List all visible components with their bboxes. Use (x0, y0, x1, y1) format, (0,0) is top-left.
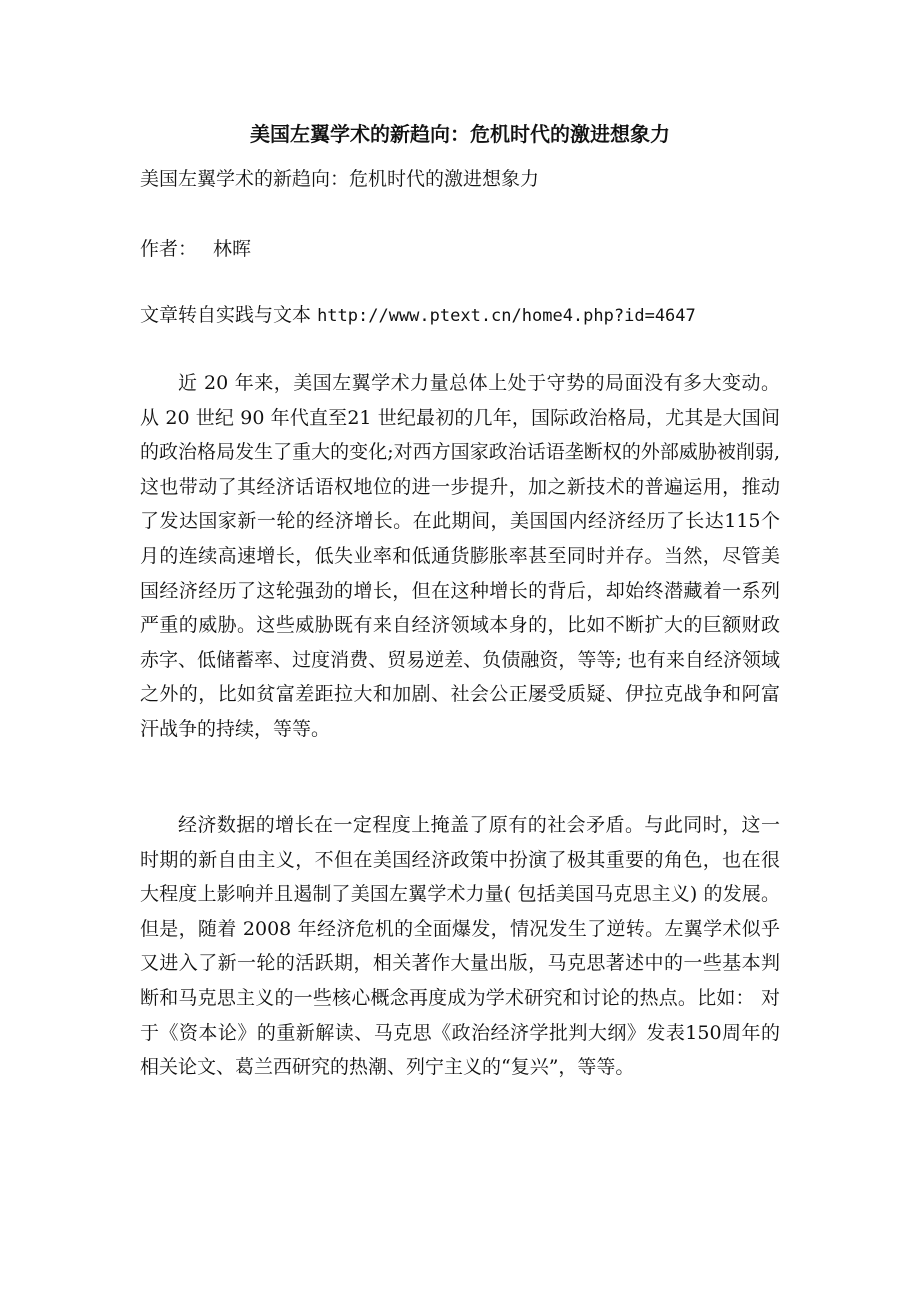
document-subtitle: 美国左翼学术的新趋向：危机时代的激进想象力 (140, 168, 540, 190)
body-paragraph-2: 经济数据的增长在一定程度上掩盖了原有的社会矛盾。与此同时，这一时期的新自由主义，不但在美国经济政策中扮演了极其重要的角色，也在很大程度上影响并且遏制了美国左翼学术力量( 包括美国马克思主义) 的发展。但是，随着 2008 年经济危机的全面爆发，情况发生了逆转。左翼学术似乎又进入了新一轮的活跃期，相关著作大量出版，马克思著述中的一些基本判断和马克思主义的一些核心概念再度成为学术研究和讨论的热点。比如： 对于《资本论》的重新解读、马克思《政治经济学批判大纲》发表150周年的相关论文、葛兰西研究的热潮、列宁主义的“复兴”，等等。 (140, 814, 780, 1079)
source-url: http://www.ptext.cn/home4.php?id=4647 (317, 306, 696, 326)
source-line (140, 298, 800, 333)
author-label: 作者： (140, 238, 198, 260)
source-prefix: 文章转自实践与文本 (140, 304, 312, 326)
author-line (140, 232, 800, 266)
author-name: 林晖 (213, 238, 252, 260)
body-paragraph-1: 近 20 年来，美国左翼学术力量总体上处于守势的局面没有多大变动。从 20 世纪 90 年代直至21 世纪最初的几年，国际政治格局，尤其是大国间的政治格局发生了重大的变化;对西方国家政治话语垄断权的外部威胁被削弱,这也带动了其经济话语权地位的进一步提升，加之新技术的普遍运用，推动了发达国家新一轮的经济增长。在此期间，美国国内经济经历了长达115个月的连续高速增长，低失业率和低通货膨胀率甚至同时并存。当然，尽管美国经济经历了这轮强劲的增长，但在这种增长的背后，却始终潜藏着一系列严重的威胁。这些威胁既有来自经济领域本身的，比如不断扩大的巨额财政赤字、低储蓄率、过度消费、贸易逆差、负债融资，等等; 也有来自经济领域之外的，比如贫富差距拉大和加剧、社会公正屡受质疑、伊拉克战争和阿富汗战争的持续，等等。 (140, 372, 780, 740)
document-title: 美国左翼学术的新趋向：危机时代的激进想象力 (250, 122, 670, 146)
